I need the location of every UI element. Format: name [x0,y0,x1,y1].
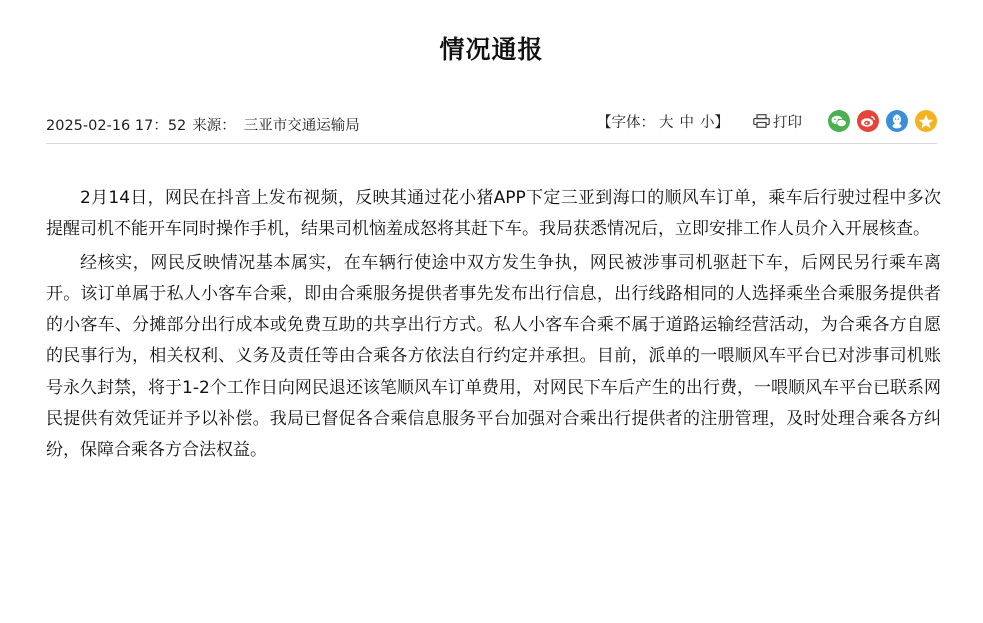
article-meta-info [46,114,366,135]
printer-icon [753,114,770,128]
qq-icon[interactable] [886,110,908,132]
publish-time: 2025-02-16 17：52 [46,118,187,134]
weibo-icon[interactable] [857,110,879,132]
article-tools [597,110,937,132]
header-divider [46,143,937,144]
font-size-label: 【字体： [597,114,655,131]
article-body [46,183,941,469]
article-paragraph: 2月14日，网民在抖音上发布视频，反映其通过花小猪APP下定三亚到海口的顺风车订单，乘车后行驶过程中多次提醒司机不能开车同时操作手机，结果司机恼羞成怒将其赶下车。我局获悉情况后，立即安排工作人员介入开展核查。 [46,188,941,240]
page-title: 情况通报 [439,35,544,64]
share-icons [828,110,937,132]
font-size-switcher [597,111,729,132]
source-label: 来源： [192,118,236,134]
font-size-small-button[interactable]: 小】 [700,114,729,131]
font-size-medium-button[interactable]: 中 [679,114,694,131]
font-size-large-button[interactable]: 大 [659,114,674,131]
source-name: 三亚市交通运输局 [243,118,360,134]
qzone-icon[interactable] [915,110,937,132]
print-label: 打印 [773,114,802,131]
print-button[interactable] [753,111,802,132]
article-meta-bar [46,110,937,138]
article-paragraph: 经核实，网民反映情况基本属实，在车辆行使途中双方发生争执，网民被涉事司机驱赶下车，后网民另行乘车离开。该订单属于私人小客车合乘，即由合乘服务提供者事先发布出行信息，出行线路相同的人选择乘坐合乘服务提供者的小客车、分摊部分出行成本或免费互助的共享出行方式。私人小客车合乘不属于道路运输经营活动，为合乘各方自愿的民事行为，相关权利、义务及责任等由合乘各方依法自行约定并承担。目前，派单的一喂顺风车平台已对涉事司机账号永久封禁，将于1-2个工作日向网民退还该笔顺风车订单费用，对网民下车后产生的出行费，一喂顺风车平台已联系网民提供有效凭证并予以补偿。我局已督促各合乘信息服务平台加强对合乘出行提供者的注册管理，及时处理合乘各方纠纷，保障合乘各方合法权益。 [46,252,941,461]
wechat-icon[interactable] [828,110,850,132]
